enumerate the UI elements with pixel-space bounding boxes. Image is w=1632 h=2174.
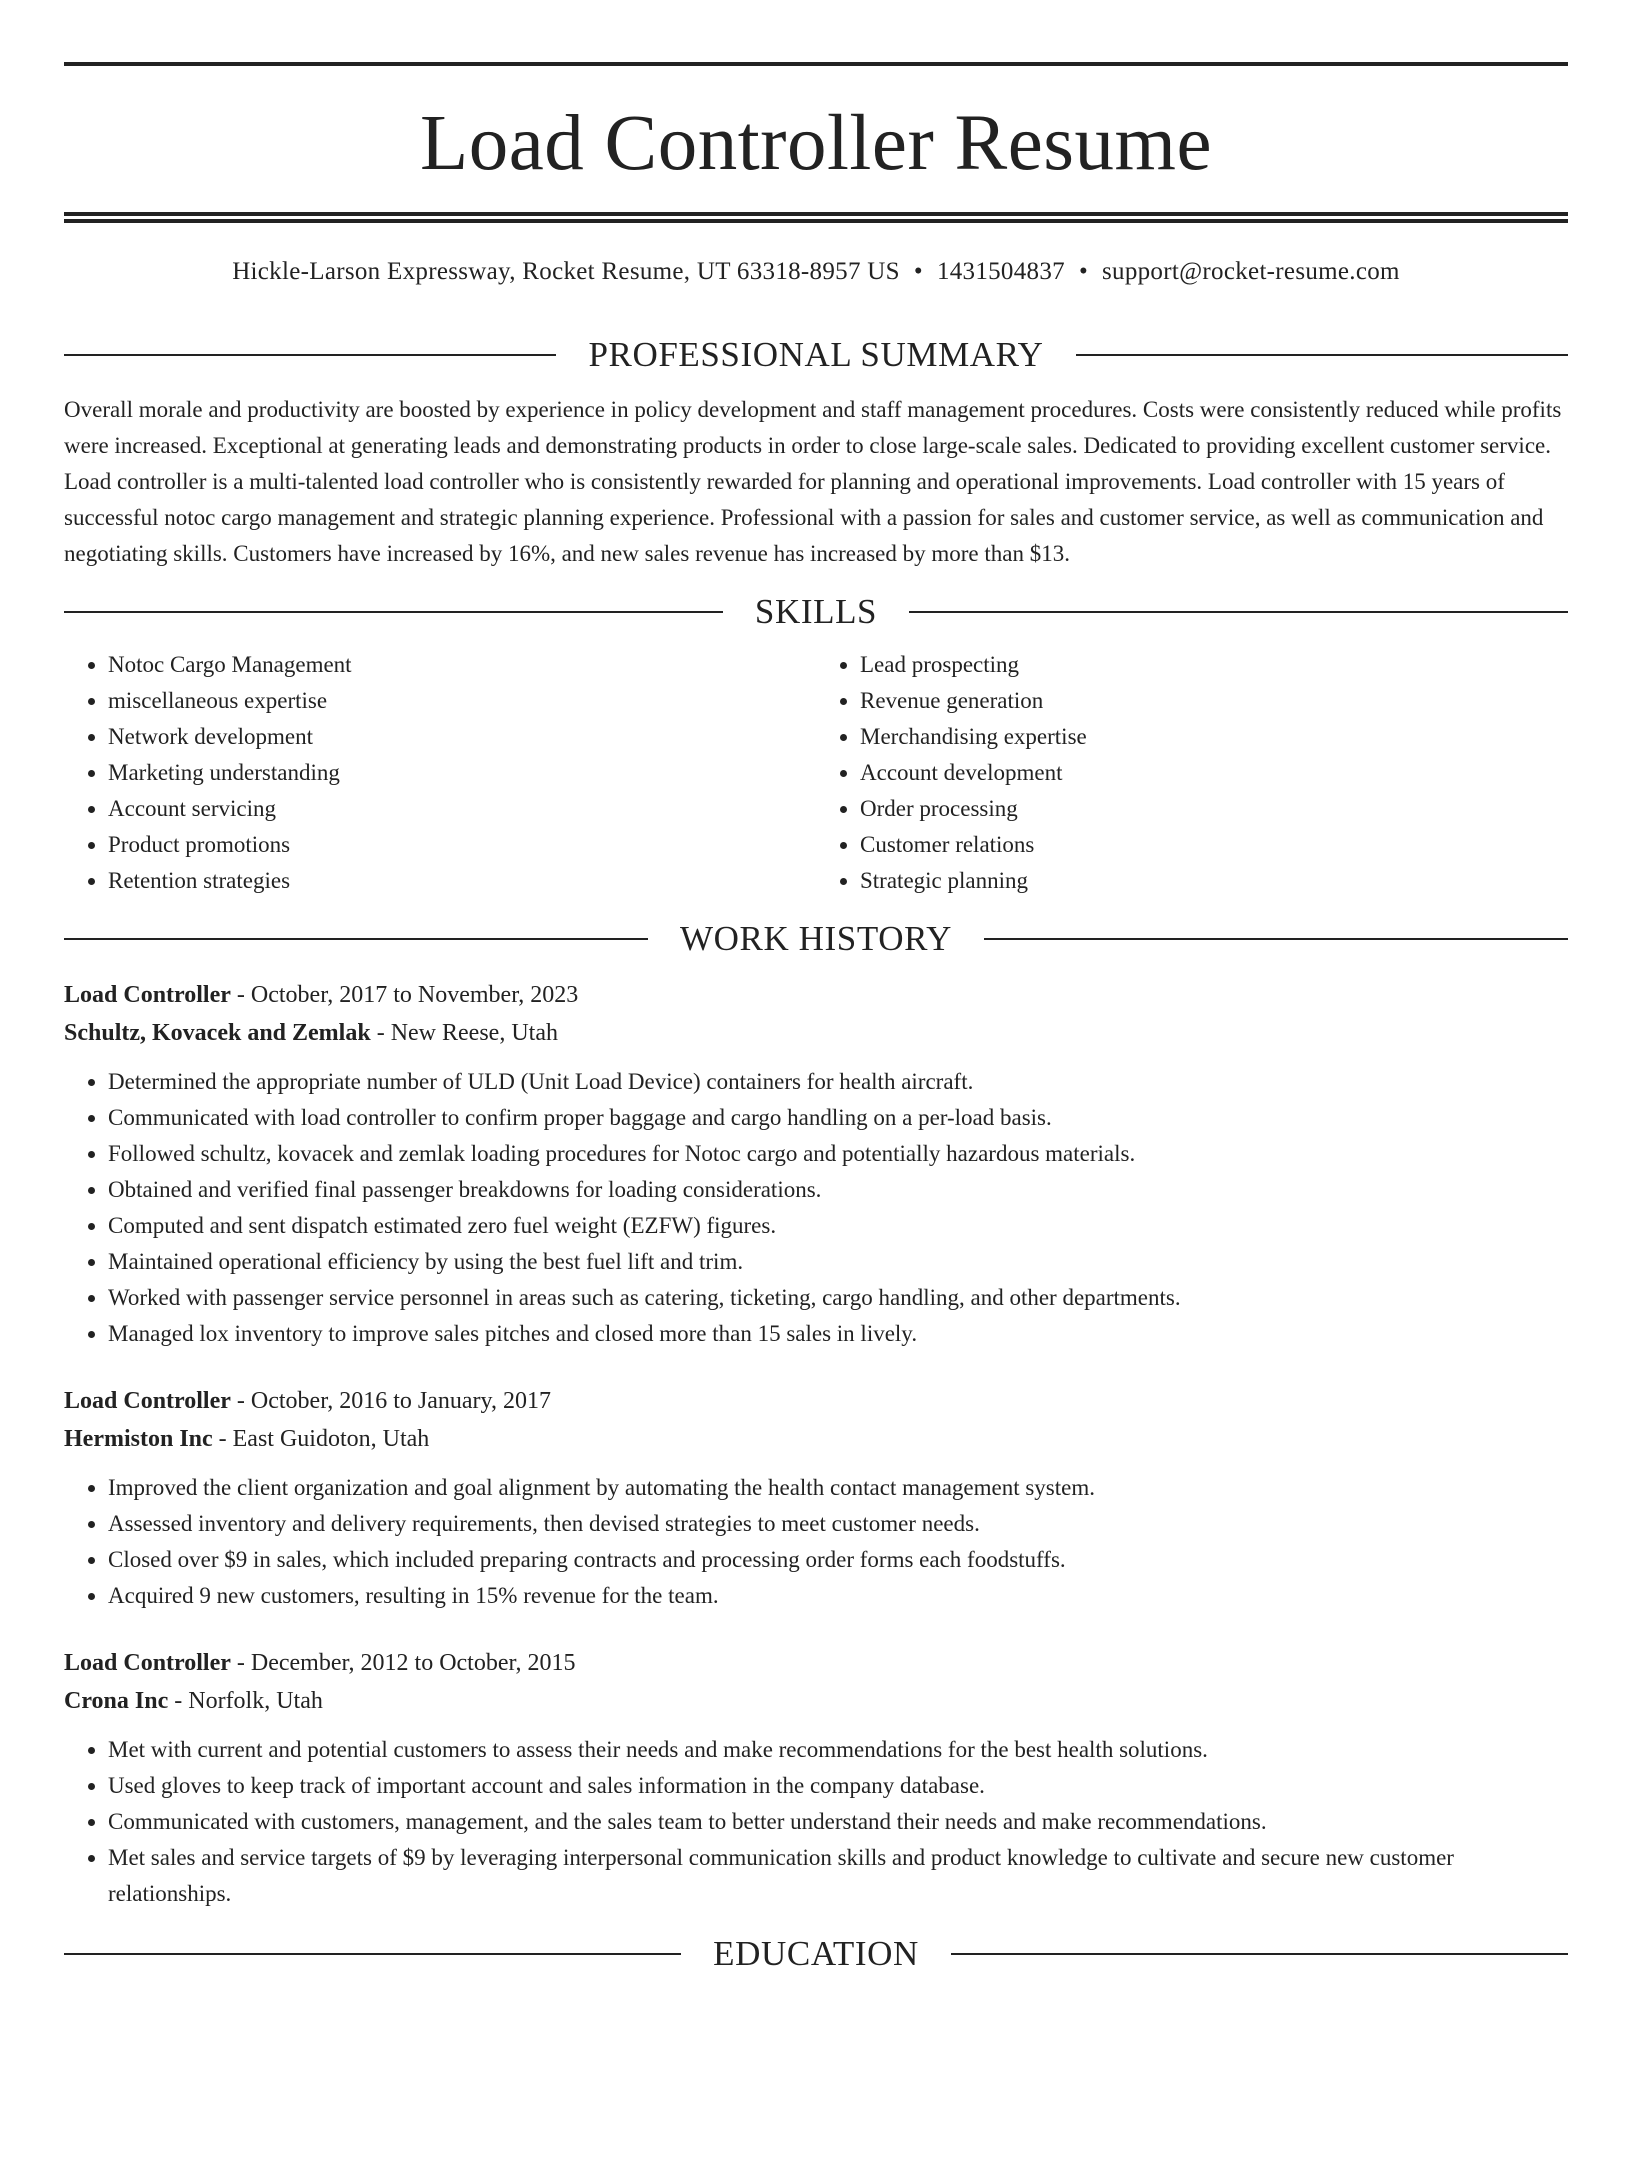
- contact-separator: •: [913, 258, 923, 285]
- skill-item: • Account servicing: [108, 791, 816, 827]
- contact-address: Hickle-Larson Expressway, Rocket Resume, UT 63318-8957 US: [232, 258, 900, 285]
- job-bullet: • Improved the client organization and goal alignment by automating the health contact management system.: [108, 1470, 1568, 1506]
- job-bullet: • Obtained and verified final passenger breakdowns for loading considerations.: [108, 1172, 1568, 1208]
- job-location: - Norfolk, Utah: [168, 1688, 323, 1714]
- job-bullet: • Met with current and potential customers to assess their needs and make recommendations for the best health solutions.: [108, 1732, 1568, 1768]
- job-bullets: [64, 1470, 1568, 1614]
- job-title: Load Controller: [64, 1388, 231, 1414]
- section-rule: [64, 1953, 681, 1955]
- education-section-header: [64, 1936, 1568, 1971]
- job-bullet: • Computed and sent dispatch estimated zero fuel weight (EZFW) figures.: [108, 1208, 1568, 1244]
- summary-text: Overall morale and productivity are boosted by experience in policy development and staff management procedures. Costs were consistently reduced while profits were increased. Exceptional at generating leads and demonstrating products in order to close large-scale sales. Dedicated to providing excellent customer service. Load controller is a multi-talented load controller who is consistently rewarded for planning and operational improvements. Load controller with 15 years of successful notoc cargo management and strategic planning experience. Professional with a passion for sales and customer service, as well as communication and negotiating skills. Customers have increased by 16%, and new sales revenue has increased by more than $13.: [64, 397, 1562, 566]
- contact-email: support@rocket-resume.com: [1102, 258, 1400, 285]
- skill-item: • Revenue generation: [860, 683, 1568, 719]
- contact-phone: 1431504837: [936, 258, 1065, 285]
- skill-item: • Order processing: [860, 791, 1568, 827]
- summary-section-header: [64, 337, 1568, 372]
- job-bullets: [64, 1732, 1568, 1912]
- job-bullet: • Maintained operational efficiency by using the best fuel lift and trim.: [108, 1244, 1568, 1280]
- summary-heading: PROFESSIONAL SUMMARY: [588, 335, 1044, 374]
- job-title: Load Controller: [64, 1650, 231, 1676]
- job-entry: [64, 1382, 1568, 1614]
- skills-heading: SKILLS: [754, 592, 878, 631]
- job-dates: - October, 2017 to November, 2023: [230, 982, 579, 1008]
- job-location: - New Reese, Utah: [370, 1020, 558, 1046]
- skills-column-right: [816, 647, 1568, 899]
- section-rule: [64, 938, 648, 940]
- skills-list: [64, 647, 1568, 899]
- section-rule: [951, 1953, 1568, 1955]
- job-title: Load Controller: [64, 982, 231, 1008]
- job-bullet: • Communicated with customers, management, and the sales team to better understand their needs and make recommendations.: [108, 1804, 1568, 1840]
- section-rule: [1076, 354, 1568, 356]
- job-title-line: [64, 976, 1568, 1014]
- contact-separator: •: [1078, 258, 1088, 285]
- work-heading: WORK HISTORY: [680, 919, 952, 958]
- job-company-line: [64, 1682, 1568, 1720]
- contact-line: [64, 257, 1568, 287]
- skill-item: • Merchandising expertise: [860, 719, 1568, 755]
- job-bullet: • Used gloves to keep track of important account and sales information in the company database.: [108, 1768, 1568, 1804]
- resume-page: [0, 62, 1632, 2174]
- skill-item: • Account development: [860, 755, 1568, 791]
- skill-item: • Marketing understanding: [108, 755, 816, 791]
- job-company-line: [64, 1014, 1568, 1052]
- job-entry: [64, 976, 1568, 1352]
- section-rule: [984, 938, 1568, 940]
- job-title-line: [64, 1644, 1568, 1682]
- skill-item: • miscellaneous expertise: [108, 683, 816, 719]
- section-rule: [64, 354, 556, 356]
- skill-item: • Customer relations: [860, 827, 1568, 863]
- education-heading: EDUCATION: [713, 1934, 919, 1973]
- skill-item: • Product promotions: [108, 827, 816, 863]
- job-bullet: • Acquired 9 new customers, resulting in 15% revenue for the team.: [108, 1578, 1568, 1614]
- skill-item: • Lead prospecting: [860, 647, 1568, 683]
- job-bullet: • Communicated with load controller to confirm proper baggage and cargo handling on a per-load basis.: [108, 1100, 1568, 1136]
- job-company: Hermiston Inc: [64, 1426, 213, 1452]
- section-rule: [909, 611, 1568, 613]
- job-bullet: • Worked with passenger service personnel in areas such as catering, ticketing, cargo handling, and other departments.: [108, 1280, 1568, 1316]
- job-bullets: [64, 1064, 1568, 1352]
- skills-column-left: [64, 647, 816, 899]
- job-company: Schultz, Kovacek and Zemlak: [64, 1020, 371, 1046]
- job-dates: - December, 2012 to October, 2015: [230, 1650, 576, 1676]
- job-bullet: • Assessed inventory and delivery requirements, then devised strategies to meet customer needs.: [108, 1506, 1568, 1542]
- title-double-rule: [64, 212, 1568, 223]
- job-bullet: • Managed lox inventory to improve sales pitches and closed more than 15 sales in lively.: [108, 1316, 1568, 1352]
- job-location: - East Guidoton, Utah: [212, 1426, 430, 1452]
- job-company-line: [64, 1420, 1568, 1458]
- skill-item: • Notoc Cargo Management: [108, 647, 816, 683]
- section-rule: [64, 611, 723, 613]
- top-rule: [64, 62, 1568, 66]
- job-entry: [64, 1644, 1568, 1912]
- job-dates: - October, 2016 to January, 2017: [230, 1388, 551, 1414]
- job-bullet: • Met sales and service targets of $9 by leveraging interpersonal communication skills and product knowledge to cultivate and secure new customer relationships.: [108, 1840, 1568, 1912]
- skills-section-header: [64, 594, 1568, 629]
- work-section-header: [64, 921, 1568, 956]
- skill-item: • Strategic planning: [860, 863, 1568, 899]
- job-bullet: • Followed schultz, kovacek and zemlak loading procedures for Notoc cargo and potentially hazardous materials.: [108, 1136, 1568, 1172]
- resume-title: Load Controller Resume: [419, 100, 1213, 187]
- job-bullet: • Closed over $9 in sales, which included preparing contracts and processing order forms each foodstuffs.: [108, 1542, 1568, 1578]
- skill-item: • Retention strategies: [108, 863, 816, 899]
- job-bullet: • Determined the appropriate number of ULD (Unit Load Device) containers for health aircraft.: [108, 1064, 1568, 1100]
- job-company: Crona Inc: [64, 1688, 169, 1714]
- job-title-line: [64, 1382, 1568, 1420]
- skill-item: • Network development: [108, 719, 816, 755]
